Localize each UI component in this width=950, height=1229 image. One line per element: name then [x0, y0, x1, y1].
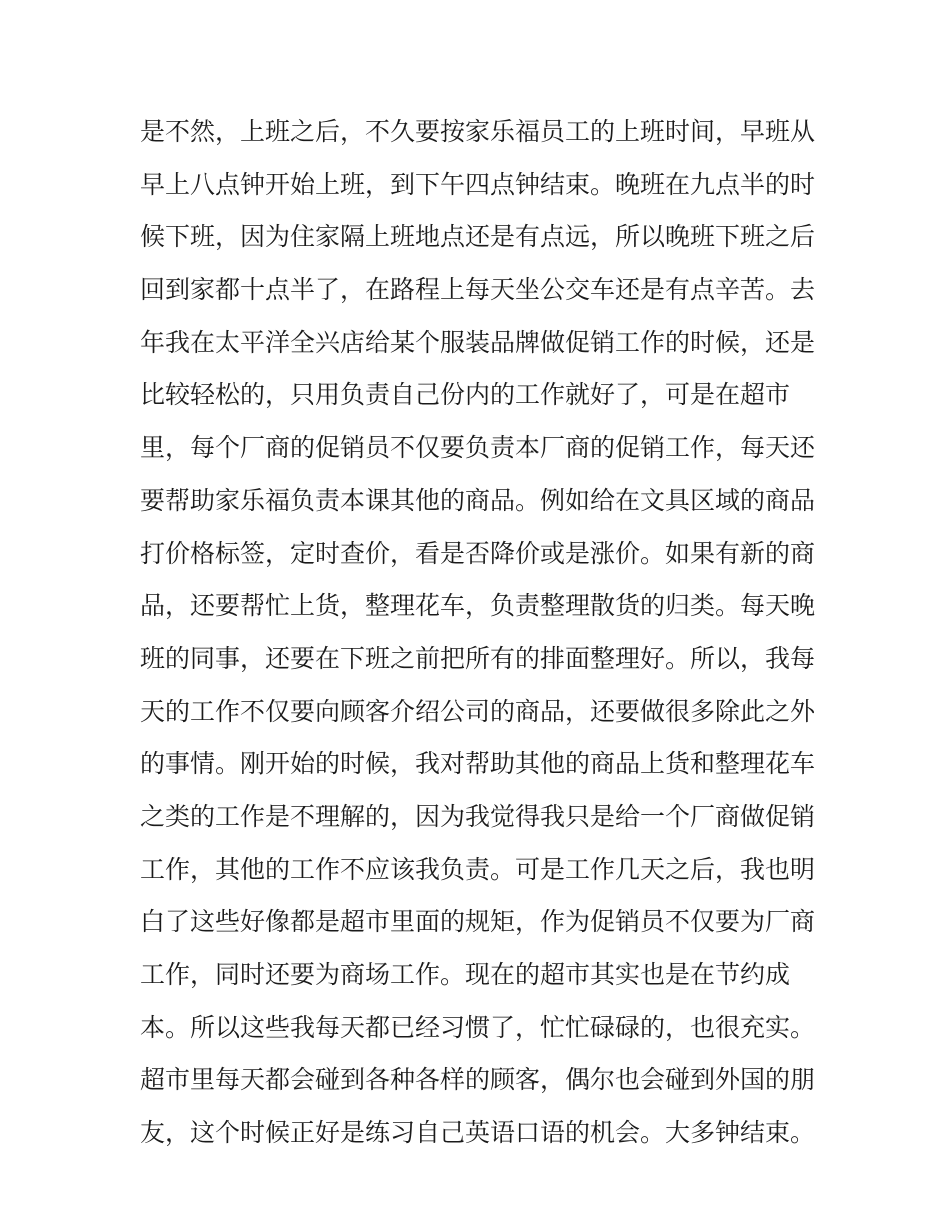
- text-line: 回到家都十点半了，在路程上每天坐公交车还是有点辛苦。去: [140, 275, 816, 305]
- text-line: 的事情。刚开始的时候，我对帮助其他的商品上货和整理花车: [140, 749, 816, 779]
- text-line: 里，每个厂商的促销员不仅要负责本厂商的促销工作，每天还: [140, 433, 816, 463]
- text-line: 年我在太平洋全兴店给某个服装品牌做促销工作的时候，还是: [140, 327, 816, 357]
- text-line: 班的同事，还要在下班之前把所有的排面整理好。所以，我每: [140, 643, 816, 673]
- text-line: 工作，同时还要为商场工作。现在的超市其实也是在节约成: [140, 960, 791, 989]
- text-line: 比较轻松的，只用负责自己份内的工作就好了，可是在超市: [140, 380, 791, 410]
- text-line: 友，这个时候正好是练习自己英语口语的机会。大多钟结束。: [140, 1118, 816, 1148]
- text-line: 要帮助家乐福负责本课其他的商品。例如给在文具区域的商品: [140, 485, 816, 515]
- text-line: 之类的工作是不理解的，因为我觉得我只是给一个厂商做促销: [140, 801, 816, 831]
- text-line: 候下班，因为住家隔上班地点还是有点远，所以晚班下班之后: [140, 222, 816, 252]
- text-line: 工作，其他的工作不应该我负责。可是工作几天之后，我也明: [140, 854, 816, 884]
- text-line: 本。所以这些我每天都已经习惯了，忙忙碌碌的，也很充实。: [140, 1012, 816, 1042]
- text-line: 品，还要帮忙上货，整理花车，负责整理散货的归类。每天晚: [140, 591, 816, 621]
- text-line: 白了这些好像都是超市里面的规矩，作为促销员不仅要为厂商: [140, 907, 816, 937]
- text-line: 早上八点钟开始上班，到下午四点钟结束。晚班在九点半的时: [140, 169, 816, 199]
- text-line: 超市里每天都会碰到各种各样的顾客，偶尔也会碰到外国的朋: [140, 1065, 816, 1095]
- text-line: 是不然，上班之后，不久要按家乐福员工的上班时间，早班从: [140, 117, 816, 146]
- body-text: [140, 106, 820, 1160]
- text-line: 打价格标签，定时查价，看是否降价或是涨价。如果有新的商: [140, 538, 816, 568]
- text-line: 天的工作不仅要向顾客介绍公司的商品，还要做很多除此之外: [140, 696, 816, 726]
